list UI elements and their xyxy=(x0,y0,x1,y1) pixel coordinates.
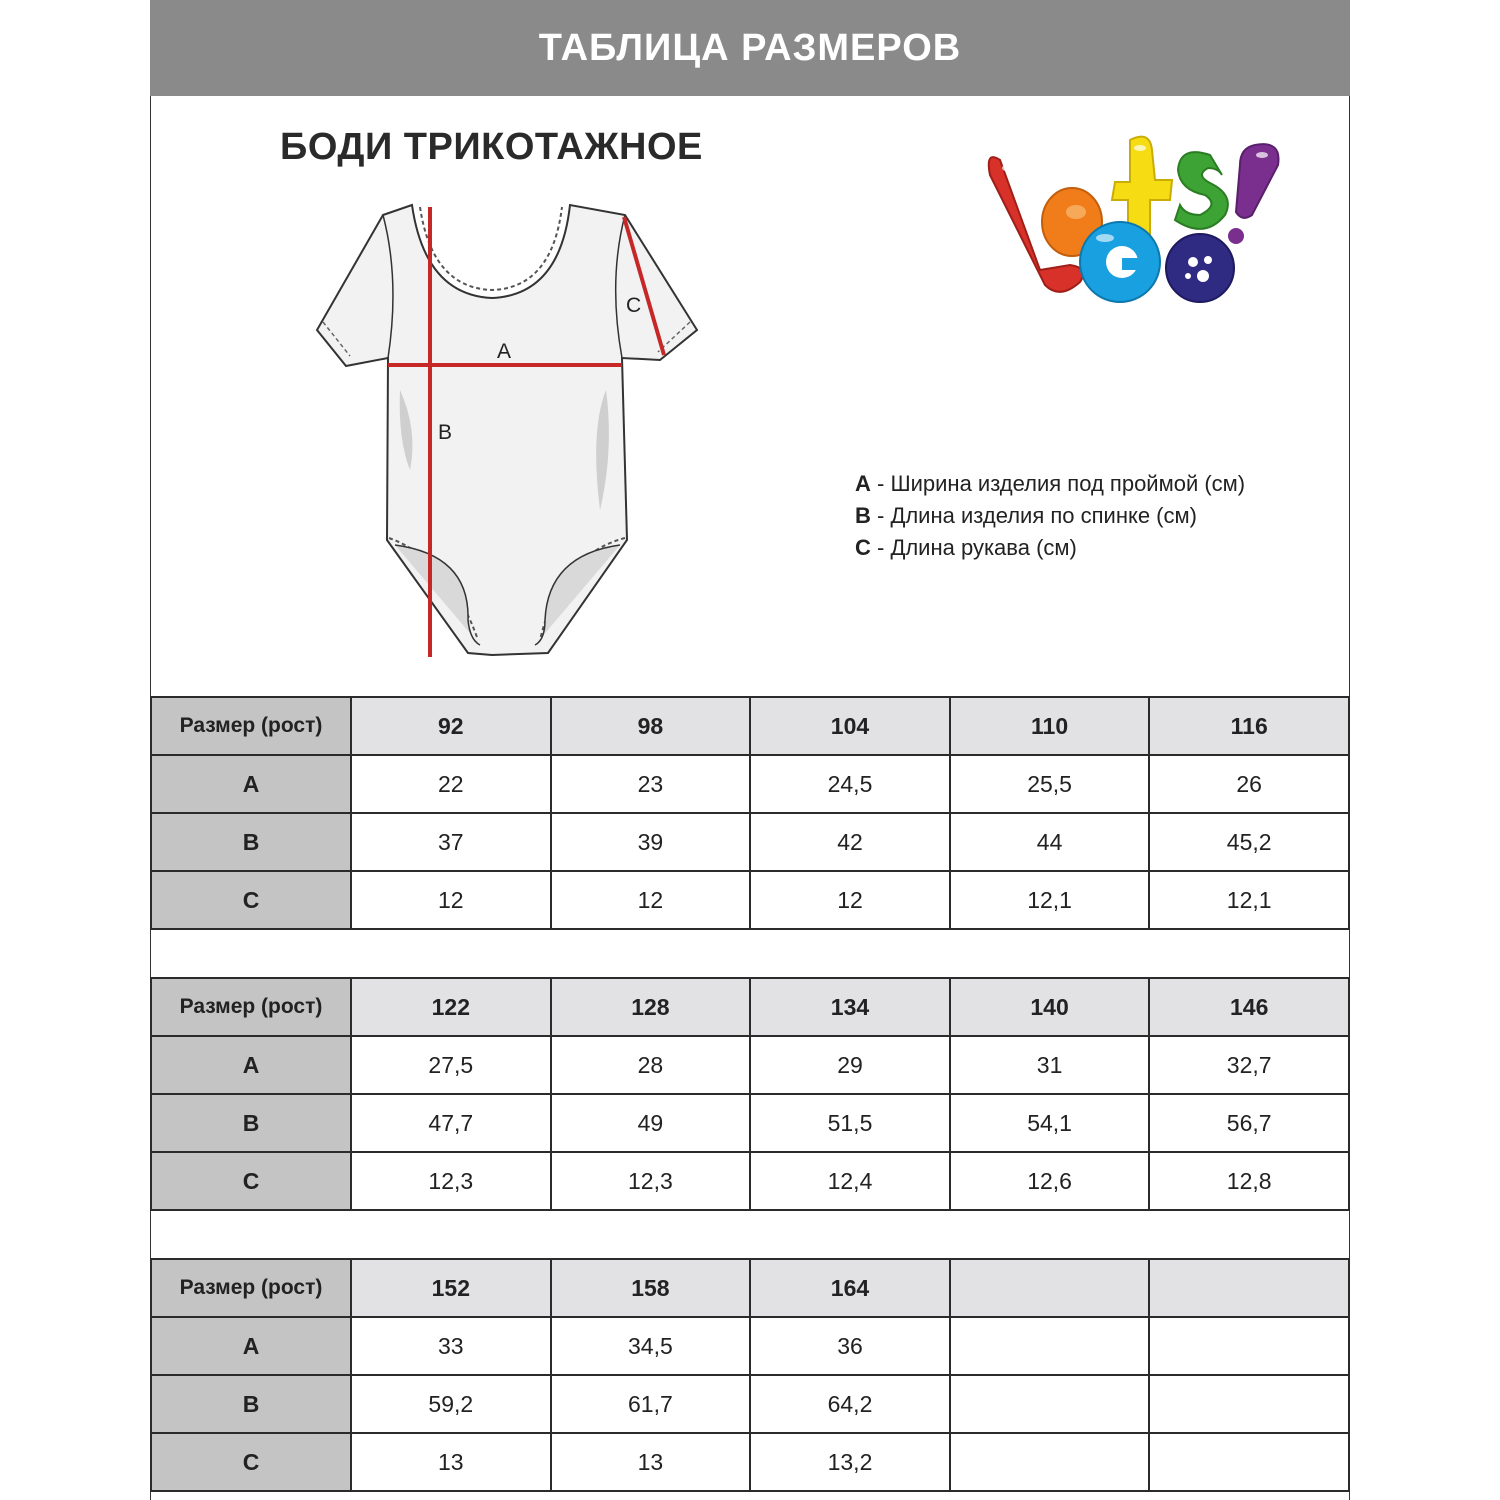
table-row xyxy=(151,1433,1349,1491)
diagram-label-c: C xyxy=(626,294,642,317)
table-row xyxy=(151,1317,1349,1375)
value-cell: 27,5 xyxy=(351,1036,551,1094)
value-cell: 49 xyxy=(551,1094,751,1152)
value-cell xyxy=(950,1433,1150,1491)
value-cell: 29 xyxy=(750,1036,950,1094)
size-cell: 92 xyxy=(351,697,551,755)
value-cell xyxy=(950,1317,1150,1375)
value-cell xyxy=(1149,1375,1349,1433)
size-cell: 116 xyxy=(1149,697,1349,755)
table-header-row xyxy=(151,697,1349,755)
bodysuit-diagram xyxy=(300,190,720,670)
size-table-2 xyxy=(150,977,1350,1211)
size-cell: 164 xyxy=(750,1259,950,1317)
value-cell: 12 xyxy=(551,871,751,929)
size-table-1 xyxy=(150,696,1350,930)
table-row xyxy=(151,871,1349,929)
table-row xyxy=(151,1094,1349,1152)
value-cell: 36 xyxy=(750,1317,950,1375)
size-cell: 104 xyxy=(750,697,950,755)
value-cell: 51,5 xyxy=(750,1094,950,1152)
value-cell: 44 xyxy=(950,813,1150,871)
value-cell: 56,7 xyxy=(1149,1094,1349,1152)
row-label: A xyxy=(151,1036,351,1094)
size-cell: 134 xyxy=(750,978,950,1036)
value-cell: 13 xyxy=(551,1433,751,1491)
value-cell: 31 xyxy=(950,1036,1150,1094)
table-header-row xyxy=(151,1259,1349,1317)
value-cell: 12 xyxy=(351,871,551,929)
value-cell: 12,1 xyxy=(950,871,1150,929)
value-cell: 47,7 xyxy=(351,1094,551,1152)
value-cell: 34,5 xyxy=(551,1317,751,1375)
value-cell xyxy=(1149,1433,1349,1491)
size-cell: 140 xyxy=(950,978,1150,1036)
legend-item-b: B - Длина изделия по спинке (см) xyxy=(855,503,1197,528)
header-banner xyxy=(150,0,1350,96)
value-cell: 37 xyxy=(351,813,551,871)
value-cell: 13,2 xyxy=(750,1433,950,1491)
value-cell: 12,8 xyxy=(1149,1152,1349,1210)
table-row xyxy=(151,1152,1349,1210)
value-cell: 12,3 xyxy=(351,1152,551,1210)
value-cell: 26 xyxy=(1149,755,1349,813)
row-label: B xyxy=(151,1094,351,1152)
size-cell: 158 xyxy=(551,1259,751,1317)
value-cell: 13 xyxy=(351,1433,551,1491)
table-row xyxy=(151,755,1349,813)
size-cell: 122 xyxy=(351,978,551,1036)
value-cell: 39 xyxy=(551,813,751,871)
legend-item-c: C - Длина рукава (см) xyxy=(855,535,1077,560)
row-label: A xyxy=(151,755,351,813)
value-cell: 59,2 xyxy=(351,1375,551,1433)
value-cell xyxy=(950,1375,1150,1433)
size-table-3 xyxy=(150,1258,1350,1492)
value-cell: 33 xyxy=(351,1317,551,1375)
value-cell xyxy=(1149,1317,1349,1375)
value-cell: 12,3 xyxy=(551,1152,751,1210)
page-title: ТАБЛИЦА РАЗМЕРОВ xyxy=(538,26,962,69)
row-label: A xyxy=(151,1317,351,1375)
value-cell: 64,2 xyxy=(750,1375,950,1433)
row-label: C xyxy=(151,1152,351,1210)
measurement-legend xyxy=(855,468,1245,564)
value-cell: 22 xyxy=(351,755,551,813)
value-cell: 12 xyxy=(750,871,950,929)
value-cell: 12,6 xyxy=(950,1152,1150,1210)
size-header-label: Размер (рост) xyxy=(151,978,351,1036)
table-row xyxy=(151,1036,1349,1094)
value-cell: 45,2 xyxy=(1149,813,1349,871)
table-row xyxy=(151,813,1349,871)
product-title: БОДИ ТРИКОТАЖНОЕ xyxy=(280,126,703,168)
size-cell: 98 xyxy=(551,697,751,755)
row-label: B xyxy=(151,1375,351,1433)
diagram-label-a: A xyxy=(497,340,512,363)
value-cell: 24,5 xyxy=(750,755,950,813)
table-row xyxy=(151,1375,1349,1433)
value-cell: 54,1 xyxy=(950,1094,1150,1152)
size-cell xyxy=(950,1259,1150,1317)
value-cell: 12,4 xyxy=(750,1152,950,1210)
value-cell: 28 xyxy=(551,1036,751,1094)
size-header-label: Размер (рост) xyxy=(151,1259,351,1317)
size-cell: 128 xyxy=(551,978,751,1036)
diagram-label-b: B xyxy=(438,421,453,444)
value-cell: 25,5 xyxy=(950,755,1150,813)
row-label: C xyxy=(151,871,351,929)
value-cell: 61,7 xyxy=(551,1375,751,1433)
size-cell: 152 xyxy=(351,1259,551,1317)
legend-item-a: A - Ширина изделия под проймой (см) xyxy=(855,471,1246,496)
size-header-label: Размер (рост) xyxy=(151,697,351,755)
value-cell: 32,7 xyxy=(1149,1036,1349,1094)
table-header-row xyxy=(151,978,1349,1036)
size-cell: 110 xyxy=(950,697,1150,755)
size-cell xyxy=(1149,1259,1349,1317)
value-cell: 42 xyxy=(750,813,950,871)
row-label: C xyxy=(151,1433,351,1491)
size-cell: 146 xyxy=(1149,978,1349,1036)
row-label: B xyxy=(151,813,351,871)
value-cell: 23 xyxy=(551,755,751,813)
value-cell: 12,1 xyxy=(1149,871,1349,929)
lets-go-logo xyxy=(980,120,1290,320)
